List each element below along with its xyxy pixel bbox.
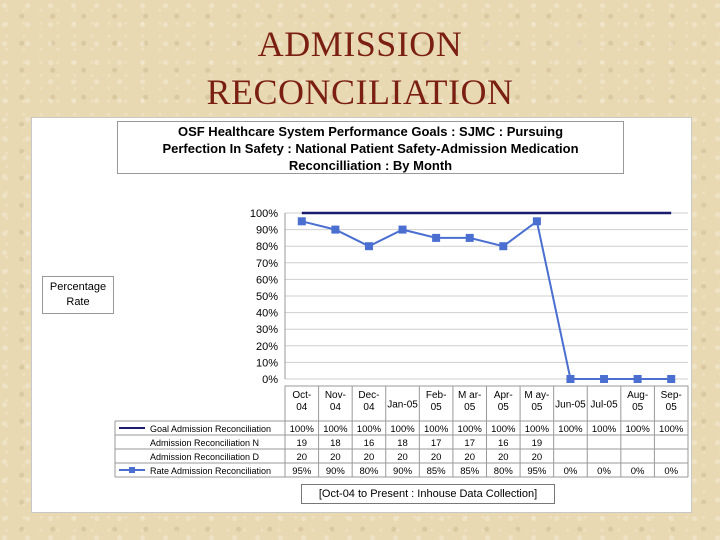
slide-title-line2: RECONCILIATION [206, 72, 514, 112]
rate-data-point [399, 226, 407, 234]
legend-entry: Admission Reconciliation N [150, 438, 260, 448]
rate-data-point [432, 234, 440, 242]
legend-entry: Admission Reconciliation D [150, 452, 260, 462]
table-cell: 17 [430, 438, 442, 449]
table-cell: 100% [323, 424, 348, 435]
rate-data-point [365, 242, 373, 250]
rate-data-point [533, 217, 541, 225]
table-cell: 100% [491, 424, 516, 435]
table-cell: 20 [363, 452, 375, 463]
x-tick-label: 05 [464, 402, 476, 413]
table-cell: 95% [527, 466, 547, 477]
table-cell: 0% [563, 466, 578, 477]
x-tick-label: Apr- [493, 390, 513, 401]
table-cell: 85% [460, 466, 480, 477]
table-cell: 18 [330, 438, 341, 449]
table-cell: 100% [524, 424, 550, 435]
table-cell: 0% [597, 466, 611, 477]
x-tick-label: 05 [497, 402, 509, 413]
y-tick-label: 10% [255, 357, 278, 370]
rate-data-point [566, 375, 574, 383]
rate-data-point [331, 226, 339, 234]
table-cell: 100% [659, 424, 684, 435]
table-cell: 18 [397, 438, 408, 449]
y-tick-label: 40% [255, 307, 278, 320]
x-tick-label: Oct- [292, 390, 312, 401]
table-cell: 80% [493, 466, 513, 477]
table-cell: 100% [289, 424, 314, 435]
legend-entry: Goal Admission Reconciliation [150, 424, 272, 434]
legend-key-marker [129, 467, 135, 473]
table-cell: 20 [397, 452, 408, 463]
table-cell: 20 [430, 452, 442, 463]
table-cell: 17 [464, 438, 475, 449]
y-axis-label-line-1: Percentage [49, 281, 107, 293]
y-tick-label: 70% [255, 257, 278, 270]
legend-entry: Rate Admission Reconciliation [150, 466, 272, 476]
table-cell: 85% [426, 466, 446, 477]
x-tick-label: 05 [531, 402, 543, 413]
x-tick-label: Aug- [627, 390, 649, 401]
table-cell: 95% [292, 466, 312, 477]
table-cell: 20 [498, 452, 509, 463]
table-cell: 19 [296, 438, 308, 449]
table-cell: 20 [330, 452, 341, 463]
y-axis-label-line-2: Rate [66, 296, 90, 308]
y-tick-label: 100% [249, 208, 278, 220]
x-tick-label: 05 [665, 402, 677, 413]
table-cell: 100% [591, 424, 617, 435]
rate-data-point [600, 375, 608, 383]
y-tick-label: 80% [255, 241, 278, 254]
table-cell: 80% [359, 466, 379, 477]
chart-panel [31, 117, 692, 513]
rate-series-line [302, 221, 671, 379]
x-tick-label: M ay- [524, 390, 550, 401]
x-tick-label: Dec- [358, 390, 380, 401]
table-cell: 100% [356, 424, 382, 435]
x-tick-label: Feb- [425, 390, 447, 401]
x-tick-label: Jan-05 [387, 399, 418, 411]
table-cell: 100% [457, 424, 482, 435]
table-cell: 16 [363, 438, 375, 449]
y-tick-label: 20% [255, 340, 278, 353]
line-chart-with-data-table [32, 118, 691, 512]
chart-title-line-1: OSF Healthcare System Performance Goals : SJMC : Pursuing [177, 124, 564, 139]
table-cell: 0% [630, 466, 645, 477]
y-tick-label: 30% [255, 324, 278, 337]
rate-data-point [634, 375, 642, 383]
x-tick-label: 05 [632, 402, 644, 413]
x-tick-label: M ar- [458, 390, 482, 401]
table-cell: 90% [393, 466, 413, 477]
x-tick-label: 04 [363, 402, 375, 413]
y-tick-label: 50% [255, 291, 278, 303]
table-cell: 0% [664, 466, 679, 477]
data-source-note: [Oct-04 to Present : Inhouse Data Collection] [301, 484, 555, 504]
table-cell: 100% [625, 424, 650, 435]
rate-data-point [499, 242, 507, 250]
x-tick-label: 04 [296, 402, 308, 413]
y-tick-label: 90% [255, 224, 278, 237]
table-cell: 90% [325, 466, 345, 477]
x-tick-label: Sep- [660, 390, 682, 401]
table-cell: 100% [423, 424, 449, 435]
chart-title-line-3: Reconcilliation : By Month [288, 158, 453, 173]
x-tick-label: Nov- [324, 390, 346, 401]
rate-data-point [667, 375, 675, 383]
x-tick-label: 05 [430, 402, 442, 413]
table-cell: 16 [498, 438, 509, 449]
rate-data-point [466, 234, 474, 242]
x-tick-label: Jun-05 [555, 399, 586, 411]
chart-title-line-2: Perfection In Safety : National Patient Safety-Admission Medication [162, 141, 579, 156]
table-cell: 20 [296, 452, 308, 463]
table-cell: 100% [390, 424, 415, 435]
slide-title-line1: ADMISSION [257, 24, 463, 64]
y-tick-label: 0% [262, 374, 278, 386]
y-tick-label: 60% [255, 274, 278, 287]
rate-data-point [298, 217, 306, 225]
x-tick-label: Jul-05 [590, 399, 618, 411]
table-cell: 20 [531, 452, 543, 463]
table-cell: 100% [558, 424, 583, 435]
table-cell: 20 [464, 452, 475, 463]
x-tick-label: 04 [329, 402, 341, 413]
table-cell: 19 [531, 438, 543, 449]
